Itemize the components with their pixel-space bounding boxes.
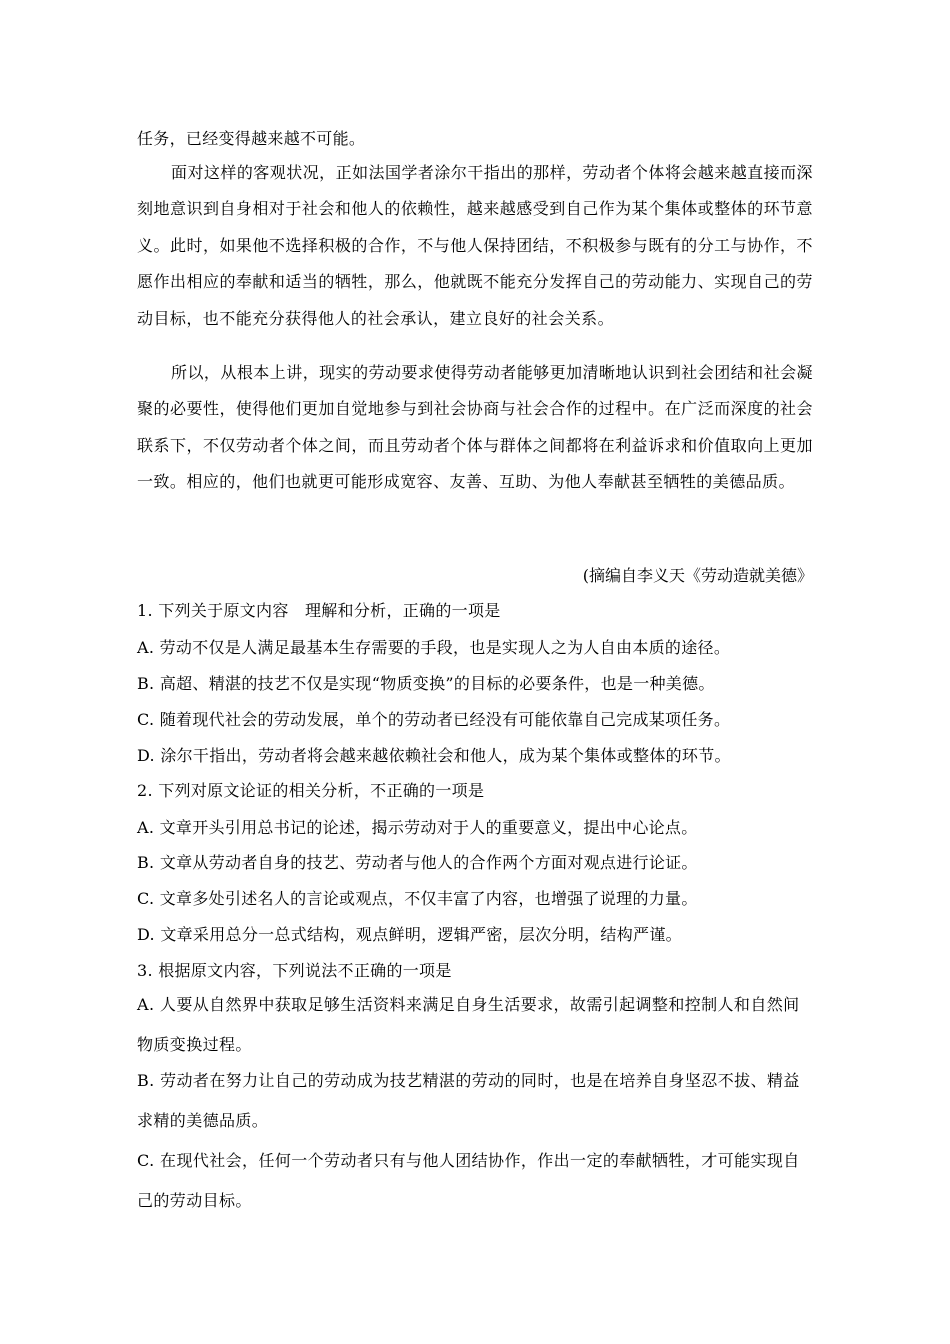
question-3-option-c: C. 在现代社会，任何一个劳动者只有与他人团结协作，作出一定的奉献牺牲，才可能实现自己的劳动目标。 [137, 1151, 800, 1210]
question-1-option-a: A. 劳动不仅是人满足最基本生存需要的手段，也是实现人之为人自由本质的途径。 [137, 638, 731, 657]
question-1-option-d: D. 涂尔干指出，劳动者将会越来越依赖社会和他人，成为某个集体或整体的环节。 [137, 746, 731, 765]
question-3-option-b: B. 劳动者在努力让自己的劳动成为技艺精湛的劳动的同时，也是在培养自身坚忍不拔、精益求精的美德品质。 [137, 1071, 800, 1130]
question-1-option-b: B. 高超、精湛的技艺不仅是实现“物质变换”的目标的必要条件，也是一种美德。 [137, 674, 715, 693]
question-1-stem: 1. 下列关于原文内容 理解和分析，正确的一项是 [137, 601, 501, 620]
question-3-option-a: A. 人要从自然界中获取足够生活资料来满足自身生活要求，故需引起调整和控制人和自然间物质变换过程。 [137, 995, 800, 1054]
question-2-option-d: D. 文章采用总分一总式结构，观点鲜明，逻辑严密，层次分明，结构严谨。 [137, 925, 682, 944]
passage-paragraph-continuation: 任务，已经变得越来越不可能。 [137, 129, 366, 148]
passage-paragraph-conclusion: 所以，从根本上讲，现实的劳动要求使得劳动者能够更加清晰地认识到社会团结和社会凝聚的必要性，使得他们更加自觉地参与到社会协商与社会合作的过程中。在广泛而深度的社会联系下，不仅劳动者个体之间，而且劳动者个体与群体之间都将在利益诉求和价值取向上更加一致。相应的，他们也就更可能形成宽容、友善、互助、为他人奉献甚至牺牲的美德品质。 [137, 363, 813, 492]
question-3-stem: 3. 根据原文内容，下列说法不正确的一项是 [137, 961, 452, 980]
question-2-option-c: C. 文章多处引述名人的言论或观点，不仅丰富了内容，也增强了说理的力量。 [137, 889, 698, 908]
question-2-option-a: A. 文章开头引用总书记的论述，揭示劳动对于人的重要意义，提出中心论点。 [137, 818, 698, 837]
question-2-stem: 2. 下列对原文论证的相关分析，不正确的一项是 [137, 781, 485, 800]
question-2-option-b: B. 文章从劳动者自身的技艺、劳动者与他人的合作两个方面对观点进行论证。 [137, 853, 698, 872]
passage-paragraph-durkheim: 面对这样的客观状况，正如法国学者涂尔干指出的那样，劳动者个体将会越来越直接而深刻地意识到自身相对于社会和他人的依赖性，越来越感受到自己作为某个集体或整体的环节意义。此时，如果他不选择积极的合作，不与他人保持团结，不积极参与既有的分工与协作，不愿作出相应的奉献和适当的牺牲，那么，他就既不能充分发挥自己的劳动能力、实现自己的劳动目标，也不能充分获得他人的社会承认，建立良好的社会关系。 [137, 163, 813, 328]
source-citation: (摘编自李义天《劳动造就美德》 [582, 566, 813, 585]
question-1-option-c: C. 随着现代社会的劳动发展，单个的劳动者已经没有可能依靠自己完成某项任务。 [137, 710, 731, 729]
